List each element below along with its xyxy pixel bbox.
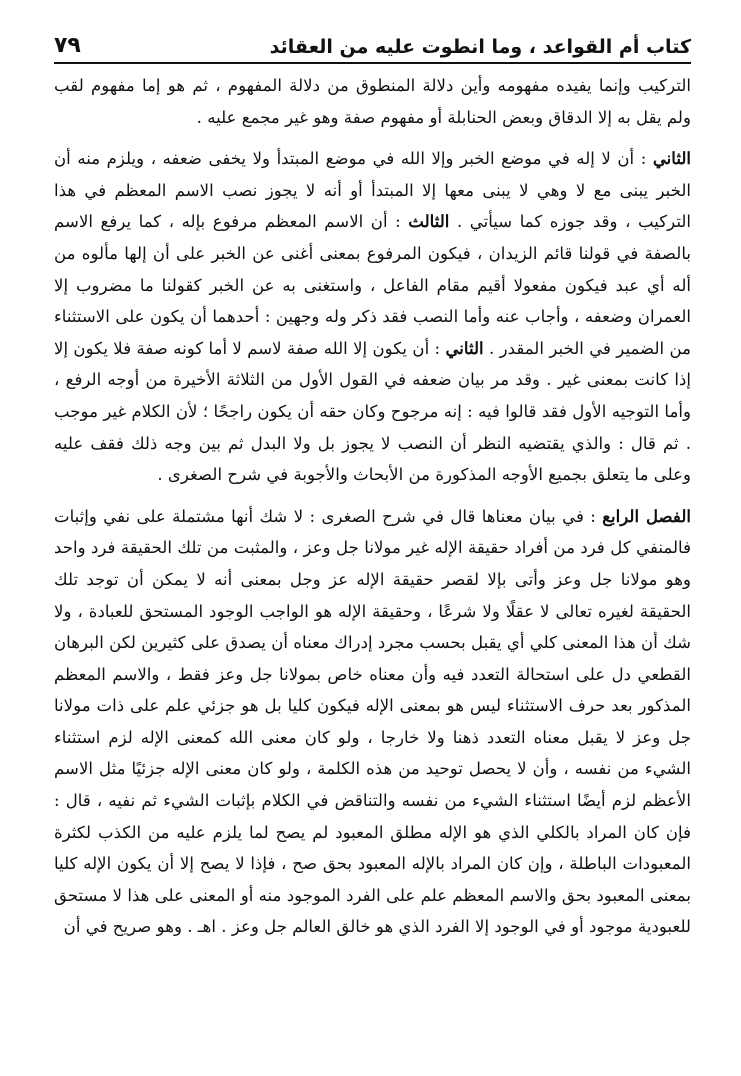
chapter-heading-fourth: الفصل الرابع xyxy=(602,505,691,526)
section-label-second: الثاني xyxy=(652,148,692,169)
paragraph-3 xyxy=(54,501,691,943)
paragraph-3-text: : في بيان معناها قال في شرح الصغرى : لا شك أنها مشتملة على نفي وإثبات فالمنفي كل فرد من أفراد حقيقة الإله غير مولانا جل وعز ، والمثبت من تلك الحقيقة فرد واحد وهو مولانا جل وعز وأتى بإلا لقصر حقيقة الإله عز وجل بمعنى أنه لا يمكن أن توجد تلك الحقيقة لغيره تعالى لا عقلًا ولا شرعًا ، وحقيقة الإله هو الواجب الوجود المستحق للعبادة ، ولا شك أن هذا المعنى كلي أي يقبل بحسب مجرد إدراك معناه أن يصدق على كثيرين لكن البرهان القطعي دل على استحالة التعدد فيه وأن معناه خاص بمولانا جل وعز فقط ، والاسم المعظم المذكور بعد حرف الاستثناء ليس هو بمعنى الإله فيكون كليا بل هو جزئي علم على ذات مولانا جل وعز لا يقبل معناه التعدد ذهنا ولا خارجا ، ولو كان معنى الله كمعنى الإله لزم استثناء الشيء من نفسه ، وأن لا يحصل توحيد من هذه الكلمة ، ولو كان معنى الإله جزئيًا مثل الاسم الأعظم لزم أيضًا استثناء الشيء من نفسه والتناقض في الكلام بإثبات الشيء ثم نفيه ، قال : فإن كان المراد بالكلي الذي هو الإله مطلق المعبود لم يصح لما يلزم عليه من الكذب لكثرة المعبودات الباطلة ، وإن كان المراد بالإله المعبود بحق صح ، فإذا لا يصح إلا أن يكون الإله كليا بمعنى المعبود بحق والاسم المعظم علم على الفرد الموجود منه أو المعنى على هذا لا مستحق للعبودية موجود أو في الوجود إلا الفرد الذي هو خالق العالم جل وعز . اهـ . وهو صريح في أن xyxy=(54,506,691,937)
paragraph-2 xyxy=(54,143,691,491)
running-title: كتاب أم القواعد ، وما انطوت عليه من العقائد xyxy=(269,36,691,58)
page-number: ٧٩ xyxy=(54,33,81,58)
paragraph-2-text-a: : أن لا إله في موضع الخبر وإلا الله في موضع المبتدأ ولا يخفى ضعفه ، ويلزم منه أن الخبر يبنى مع لا وهي لا يبنى معها إلا المبتدأ أو أنه لا يجوز نصب الاسم المعظم في هذا التركيب ، وقد جوزه كما سيأتي . xyxy=(54,149,692,232)
paragraph-1-text: التركيب وإنما يفيده مفهومه وأين دلالة المنطوق من دلالة المفهوم ، ثم هو إما مفهوم لقب ولم يقل به إلا الدقاق وبعض الحنابلة أو مفهوم صفة وهو غير مجمع عليه . xyxy=(54,76,691,127)
page-header xyxy=(54,28,691,64)
paragraph-1 xyxy=(54,70,691,133)
paragraph-2-text-c: : أن يكون إلا الله صفة لاسم لا أما كونه صفة فلا يكون إلا إذا كانت بمعنى غير . وقد مر بيان ضعفه في القول الأول من الثلاثة الأخيرة من أوجه الرفع ، وأما التوجيه الأول فقد قالوا فيه : إنه مرجوح وكان حقه أن يكون راجحًا ؛ لأن الكلام غير موجب . ثم قال : والذي يقتضيه النظر أن النصب لا يجوز بل ولا البدل ثم بين وجه ذلك فقف عليه وعلى ما يتعلق بجميع الأوجه المذكورة من الأبحاث والأجوبة في شرح الصغرى . xyxy=(54,338,691,485)
section-label-second-b: الثاني xyxy=(445,337,484,358)
section-label-third: الثالث xyxy=(408,211,450,232)
paragraph-2-text-b: : أن الاسم المعظم مرفوع بإله ، كما يرفع الاسم بالصفة في قولنا قائم الزيدان ، فيكون المرفوع بمعنى أغنى عن الخبر على أن إلها مألوه من أله أي عبد فيكون مفعولا أقيم مقام الفاعل ، واستغنى به عن الخبر كقولنا ما مضروب إلا العمران وضعفه ، وأجاب عنه وأما النصب فقد ذكر وله وجهين : أحدهما أن يكون على الاستثناء من الضمير في الخبر المقدر . xyxy=(54,212,691,358)
body-text xyxy=(54,70,691,943)
